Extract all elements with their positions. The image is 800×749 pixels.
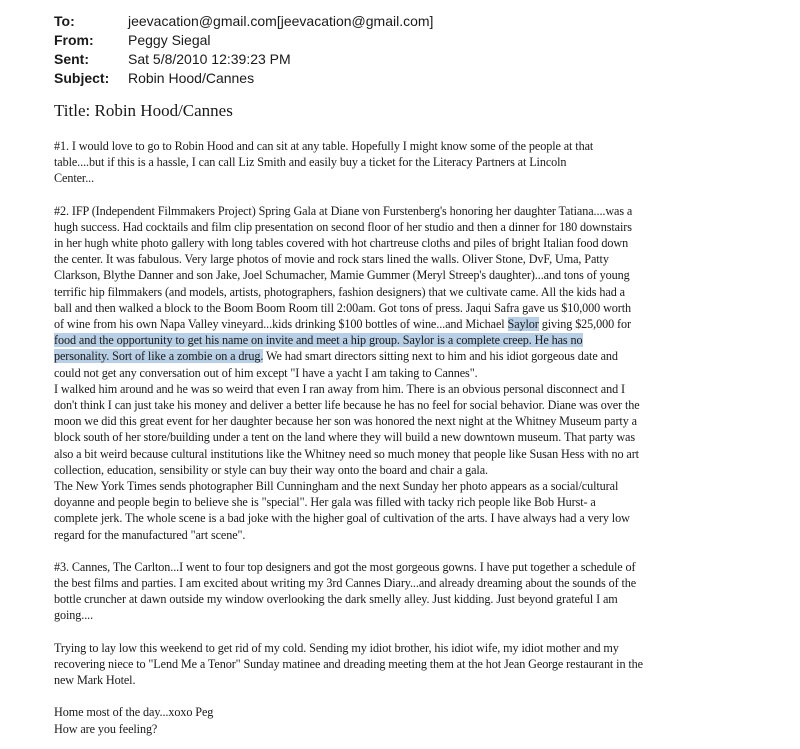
text-line: also a bit weird because cultural institutions like the Whitney need so much money that people like Susan Hess with no art xyxy=(54,446,639,461)
text-line: terrific hip filmmakers (and models, artists, photographers, fashion designers) that we cultivate came. All the kids had a xyxy=(54,284,625,299)
text-line: recovering niece to "Lend Me a Tenor" Sunday matinee and dreading meeting them at the hot Jean George restaurant in the xyxy=(54,656,643,671)
text-line: How are you feeling? xyxy=(54,721,158,736)
text-line: table....but if this is a hassle, I can call Liz Smith and easily buy a ticket for the Literacy Partners at Lincoln xyxy=(54,155,567,170)
subject-row xyxy=(54,69,433,88)
text-line: The New York Times sends photographer Bill Cunningham and the next Sunday her photo appears as a social/cultural xyxy=(54,479,619,494)
text-line: Clarkson, Blythe Danner and son Jake, Joel Schumacher, Mamie Gummer (Meryl Streep's daughter)...and tons of young xyxy=(54,268,630,283)
highlighted-text: He has no xyxy=(534,333,583,348)
text-line: I walked him around and he was so weird that even I ran away from him. There is an obvious personal disconnect and I xyxy=(54,381,625,396)
text-line: don't think I can just take his money and deliver a better life because he has no feel for social behavior. Diane was over the xyxy=(54,398,640,413)
sent-label: Sent: xyxy=(54,51,89,67)
text-span: giving $25,000 for xyxy=(538,317,631,332)
from-label: From: xyxy=(54,32,94,48)
sent-value: Sat 5/8/2010 12:39:23 PM xyxy=(128,51,291,67)
paragraph-1 xyxy=(54,138,744,187)
paragraph-4 xyxy=(54,640,744,689)
text-line: collection, education, sensibility or style can buy their way onto the board and chair a gala. xyxy=(54,462,488,477)
document-title: Title: Robin Hood/Cannes xyxy=(54,101,233,120)
text-line: doyanne and people begin to believe she is "special". Her gala was filled with tacky rich people like Bob Hurst- a xyxy=(54,495,596,510)
text-line: going.... xyxy=(54,608,94,623)
text-span: of wine from his own Napa Valley vineyard...kids drinking $100 bottles of wine...and Michael xyxy=(54,317,508,332)
from-value: Peggy Siegal xyxy=(128,32,211,48)
subject-label: Subject: xyxy=(54,70,110,86)
text-line: new Mark Hotel. xyxy=(54,673,136,688)
email-header xyxy=(54,12,433,88)
text-line: block south of her store/building under a tent on the land where they will build a new downtown museum. That party was xyxy=(54,430,635,445)
to-value: jeevacation@gmail.com[jeevacation@gmail.com] xyxy=(128,13,434,29)
text-span: We had smart directors sitting next to him and his idiot gorgeous date and xyxy=(263,349,618,364)
text-line: #2. IFP (Independent Filmmakers Project) Spring Gala at Diane von Furstenberg's honoring her daughter Tatiana....was a xyxy=(54,203,633,218)
text-line: Center... xyxy=(54,171,95,186)
text-line xyxy=(54,348,744,364)
text-line: hugh success. Had cocktails and film clip presentation on second floor of her studio and then a dinner for 180 downstairs xyxy=(54,219,632,234)
text-line: #1. I would love to go to Robin Hood and can sit at any table. Hopefully I might know some of the people at that xyxy=(54,139,594,153)
email-body xyxy=(54,138,744,737)
text-line: the best films and parties. I am excited about writing my 3rd Cannes Diary...and already dreaming about the sounds of the xyxy=(54,576,637,591)
text-line xyxy=(54,332,744,348)
text-line: could not get any conversation out of him except "I have a yacht I am taking to Cannes". xyxy=(54,365,478,380)
text-line: #3. Cannes, The Carlton...I went to four top designers and got the most gorgeous gowns. I have put together a schedule of xyxy=(54,559,636,574)
text-line: complete jerk. The whole scene is a bad joke with the higher goal of cultivation of the arts. I have always had a very low xyxy=(54,511,630,526)
text-line: the center. It was fabulous. Very large photos of movie and rock stars lined the walls. Oliver Stone, DvF, Uma, Patty xyxy=(54,252,609,267)
highlighted-text: food and the opportunity to get his name on invite and meet a hip group. Saylor is a complete creep. xyxy=(54,333,535,348)
highlighted-text: Saylor xyxy=(507,317,539,332)
highlighted-text: personality. Sort of like a zombie on a drug. xyxy=(54,349,264,364)
text-line: regard for the manufactured "art scene". xyxy=(54,527,246,542)
from-row xyxy=(54,31,433,50)
text-line: bottle cruncher at dawn outside my window overlooking the dark smelly alley. Just kidding. Just beyond grateful I am xyxy=(54,592,618,607)
paragraph-2 xyxy=(54,203,744,543)
text-line xyxy=(54,316,744,332)
subject-value: Robin Hood/Cannes xyxy=(128,70,255,86)
text-line: ball and then walked a block to the Boom Boom Room till 2:00am. Got tons of press. Jaqui Safra gave us $10,000 worth xyxy=(54,300,632,315)
text-line: Home most of the day...xoxo Peg xyxy=(54,705,214,720)
to-row xyxy=(54,12,433,31)
text-line: in her hugh white photo gallery with long tables covered with hot chartreuse cloths and piles of bright Italian food down xyxy=(54,236,629,251)
signoff xyxy=(54,704,744,736)
to-label: To: xyxy=(54,13,75,29)
text-line: Trying to lay low this weekend to get rid of my cold. Sending my idiot brother, his idiot wife, my idiot mother and my xyxy=(54,640,619,655)
text-line: moon we did this great event for her daughter because her son was honored the next night at the Whitney Museum party a xyxy=(54,414,637,429)
paragraph-3 xyxy=(54,559,744,624)
sent-row xyxy=(54,50,433,69)
